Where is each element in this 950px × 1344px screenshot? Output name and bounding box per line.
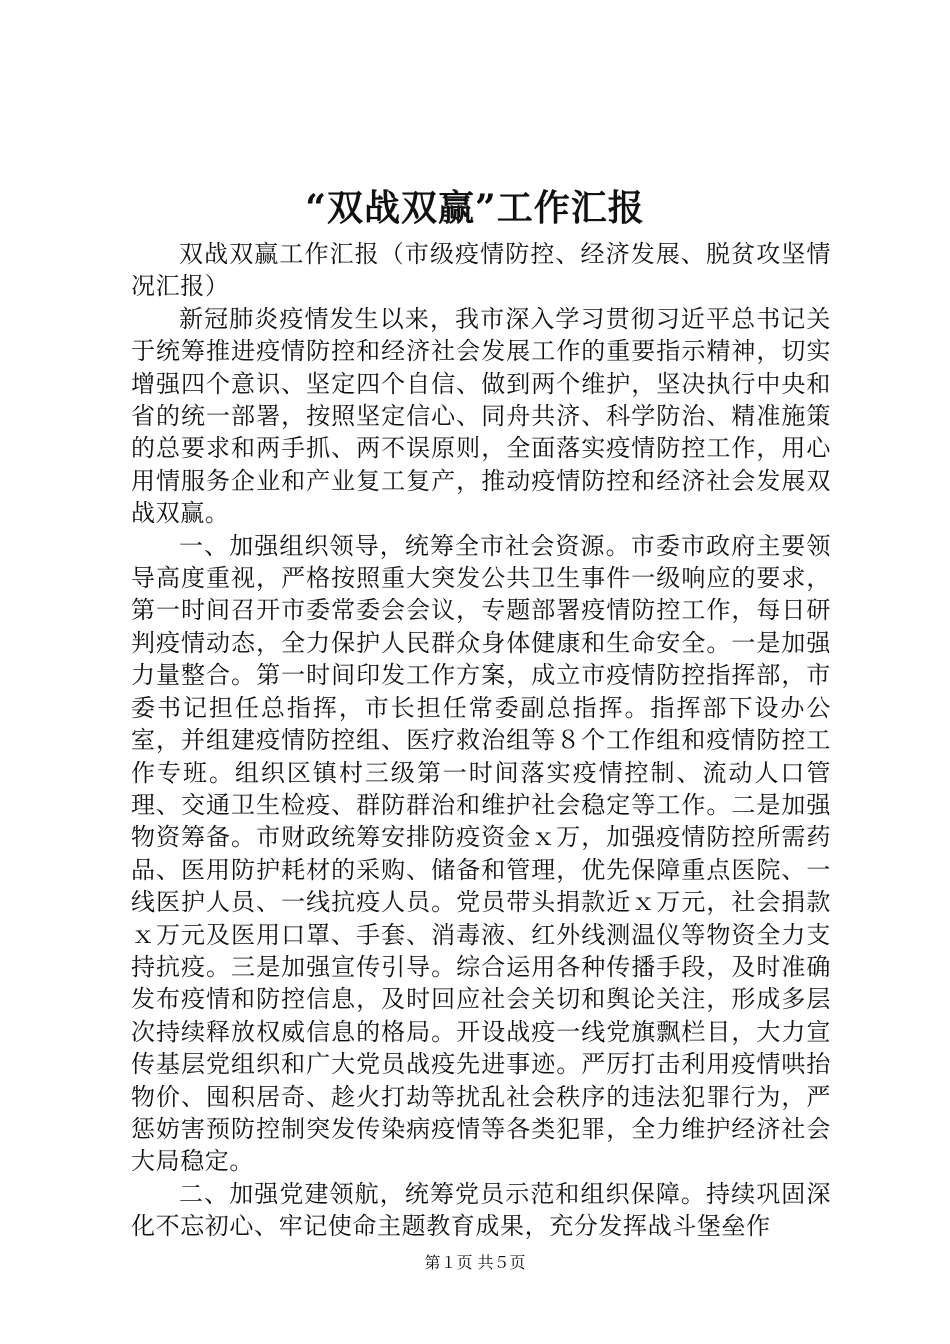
document-body xyxy=(131,238,831,1243)
document-title: “双战双赢”工作汇报 xyxy=(305,187,645,229)
paragraph-intro: 新冠肺炎疫情发生以来，我市深入学习贯彻习近平总书记关于统筹推进疫情防控和经济社会发展工作的重要指示精神，切实增强四个意识、坚定四个自信、做到两个维护，坚决执行中央和省的统一部署，按照坚定信心、同舟共济、科学防治、精准施策的总要求和两手抓、两不误原则，全面落实疫情防控工作，用心用情服务企业和产业复工复产，推动疫情防控和经济社会发展双战双赢。 xyxy=(131,304,831,528)
paragraph-section-two: 二、加强党建领航，统筹党员示范和组织保障。持续巩固深化不忘初心、牢记使命主题教育成果，充分发挥战斗堡垒作 xyxy=(131,1179,831,1241)
paragraph-section-one: 一、加强组织领导，统筹全市社会资源。市委市政府主要领导高度重视，严格按照重大突发公共卫生事件一级响应的要求，第一时间召开市委常委会会议，专题部署疫情防控工作，每日研判疫情动态，全力保护人民群众身体健康和生命安全。一是加强力量整合。第一时间印发工作方案，成立市疫情防控指挥部，市委书记担任总指挥，市长担任常委副总指挥。指挥部下设办公室，并组建疫情防控组、医疗救治组等８个工作组和疫情防控工作专班。组织区镇村三级第一时间落实疫情控制、流动人口管理、交通卫生检疫、群防群治和维护社会稳定等工作。二是加强物资筹备。市财政统筹安排防疫资金ｘ万，加强疫情防控所需药品、医用防护耗材的采购、储备和管理，优先保障重点医院、一线医护人员、一线抗疫人员。党员带头捐款近ｘ万元，社会捐款ｘ万元及医用口罩、手套、消毒液、红外线测温仪等物资全力支持抗疫。三是加强宣传引导。综合运用各种传播手段，及时准确发布疫情和防控信息，及时回应社会关切和舆论关注，形成多层次持续释放权威信息的格局。开设战疫一线党旗飘栏目，大力宣传基层党组织和广大党员战疫先进事迹。严厉打击利用疫情哄抬物价、囤积居奇、趁火打劫等扰乱社会秩序的违法犯罪行为，严惩妨害预防控制突发传染病疫情等各类犯罪，全力维护经济社会大局稳定。 xyxy=(131,531,831,1176)
paragraph-subtitle: 双战双赢工作汇报（市级疫情防控、经济发展、脱贫攻坚情况汇报） xyxy=(131,240,831,301)
page-footer: 第１页 共５页 xyxy=(424,1253,526,1272)
